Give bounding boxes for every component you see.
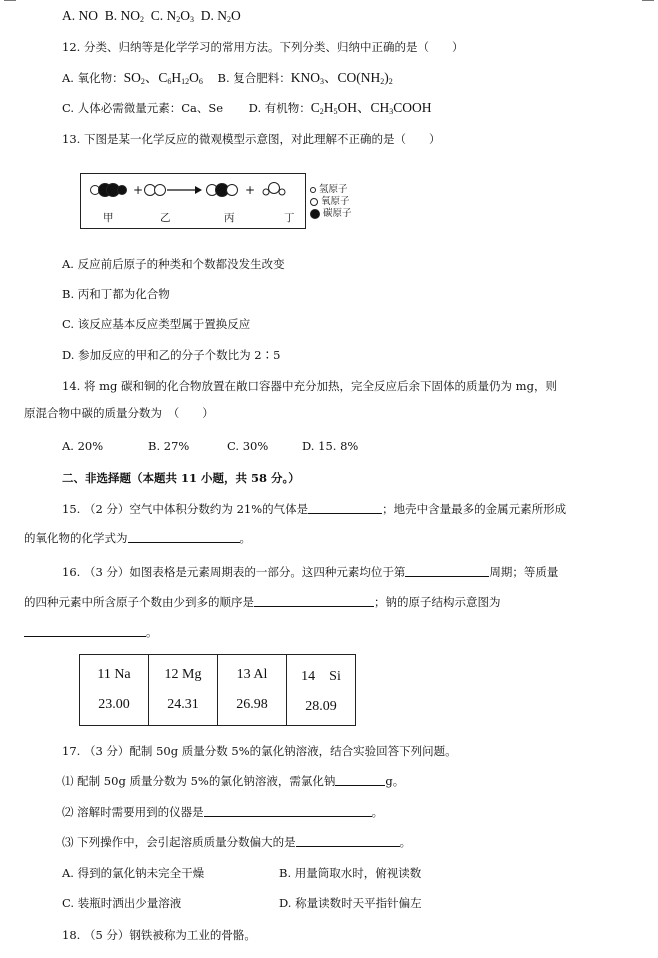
q16-blank-3[interactable] [24,625,146,637]
q14-option-d: D. 15. 8% [302,439,359,453]
carbon-atom-icon [310,209,320,219]
label-yi: 乙 [160,212,171,224]
label-bing: 丙 [224,212,235,224]
label-ding: 丁 [284,212,295,224]
q17-stem: 17. （3 分）配制 50g 质量分数 5%的氯化钠溶液，结合实验回答下列问题。 [62,744,457,758]
atom-legend: 氢原子 氧原子 碳原子 [310,184,352,220]
hydrogen-atom-icon [310,187,316,193]
periodic-table-fragment [79,654,356,726]
q16-line1: 16. （3 分）如图表格是元素周期表的一部分。这四种元素均位于第 周期；等质量 [62,565,559,579]
oxygen-atom-icon [310,198,318,206]
molecule-bing [207,184,238,197]
molecule-yi [145,185,166,196]
q16-blank-2[interactable] [254,595,374,607]
q17-blank-3[interactable] [296,835,400,847]
q14-stem-line1: 14. 将 mg 碳和铜的化合物放置在敞口容器中充分加热，完全反应后余下固体的质量仍为 mg，则 [62,379,557,393]
q13-option-c: C. 该反应基本反应类型属于置换反应 [62,317,251,331]
q14-option-a: A. 20% [62,439,104,453]
q14-option-c: C. 30% [227,439,269,453]
q17-option-c: C. 装瓶时洒出少量溶液 [62,896,182,910]
q12-option-c: C. 人体必需微量元素：Ca、Se D. 有机物：$C_2H_5OH$、$CH_3COOH$ [62,100,432,116]
q17-blank-1[interactable] [335,774,385,786]
q12-option-a: A. 氧化物：$SO_2$、$C_6H_{12}O_6$ B. 复合肥料：$KNO_3$、$CO(NH_2)_2$ [62,70,393,86]
q11-option-a: A. NO [62,8,98,23]
reaction-molecules [81,174,305,228]
q16-blank-1[interactable] [405,565,489,577]
q17-blank-2[interactable] [204,805,372,817]
label-jia: 甲 [103,212,114,224]
section-heading: 二、非选择题（本题共 11 小题，共 58 分。） [62,471,300,485]
q11-option-b: B. $NO_2$ [104,8,145,24]
q17-option-a: A. 得到的氯化钠未完全干燥 [62,866,205,880]
plus-sign-2: + [245,183,256,197]
molecule-jia [91,184,127,197]
q13-option-a: A. 反应前后原子的种类和个数都没发生改变 [62,257,285,271]
corner-mark-left [4,0,16,1]
q17-option-b: B. 用量筒取水时，俯视读数 [279,866,422,880]
q13-option-d: D. 参加反应的甲和乙的分子个数比为 2∶5 [62,348,281,362]
q14-option-b: B. 27% [148,439,190,453]
q18-stem: 18. （5 分）钢铁被称为工业的骨骼。 [62,928,256,942]
element-cell-mg: 12 Mg 24.31 [149,655,218,726]
q16-line3: 。 [24,624,158,640]
q15-blank-2[interactable] [128,531,240,543]
element-cell-si: 14 Si 28.09 [287,655,356,726]
q12-option-d: D. 有机物：$C_2H_5OH$、$CH_3COOH$ [248,100,432,116]
q15-blank-1[interactable] [308,502,382,514]
q13-stem: 13. 下图是某一化学反应的微观模型示意图，对此理解不正确的是（ ） [62,132,441,146]
q11-options [62,8,241,28]
q17-sub2: ⑵ 溶解时需要用到的仪器是 。 [62,805,384,819]
q15-line2: 的氧化物的化学式为 。 [24,531,251,545]
q17-option-d: D. 称量读数时天平指针偏左 [279,896,422,910]
corner-mark-right [642,0,654,1]
q15-line1: 15. （2 分）空气中体积分数约为 21%的气体是 ；地壳中含量最多的金属元素所形成 [62,502,567,516]
q17-sub3: ⑶ 下列操作中，会引起溶质质量分数偏大的是 。 [62,835,412,849]
element-cell-na: 11 Na 23.00 [80,655,149,726]
q14-stem-line2: 原混合物中碳的质量分数为 （ ） [24,406,214,420]
q11-option-d: D. $N_2O$ [200,8,241,24]
q11-option-c: C. $N_2O_3$ [150,8,195,24]
plus-sign-1: + [133,183,144,197]
q12-stem: 12. 分类、归纳等是化学学习的常用方法。下列分类、归纳中正确的是（ ） [62,40,464,54]
reaction-diagram [80,173,306,229]
q13-option-b: B. 丙和丁都为化合物 [62,287,170,301]
molecule-ding [263,183,285,196]
q12-option-b: B. 复合肥料：$KNO_3$、$CO(NH_2)_2$ [217,70,393,86]
q16-line2: 的四种元素中所含原子个数由少到多的顺序是 ；钠的原子结构示意图为 [24,595,501,609]
element-cell-al: 13 Al 26.98 [218,655,287,726]
q17-sub1: ⑴ 配制 50g 质量分数为 5%的氯化钠溶液，需氯化钠 g。 [62,774,405,788]
